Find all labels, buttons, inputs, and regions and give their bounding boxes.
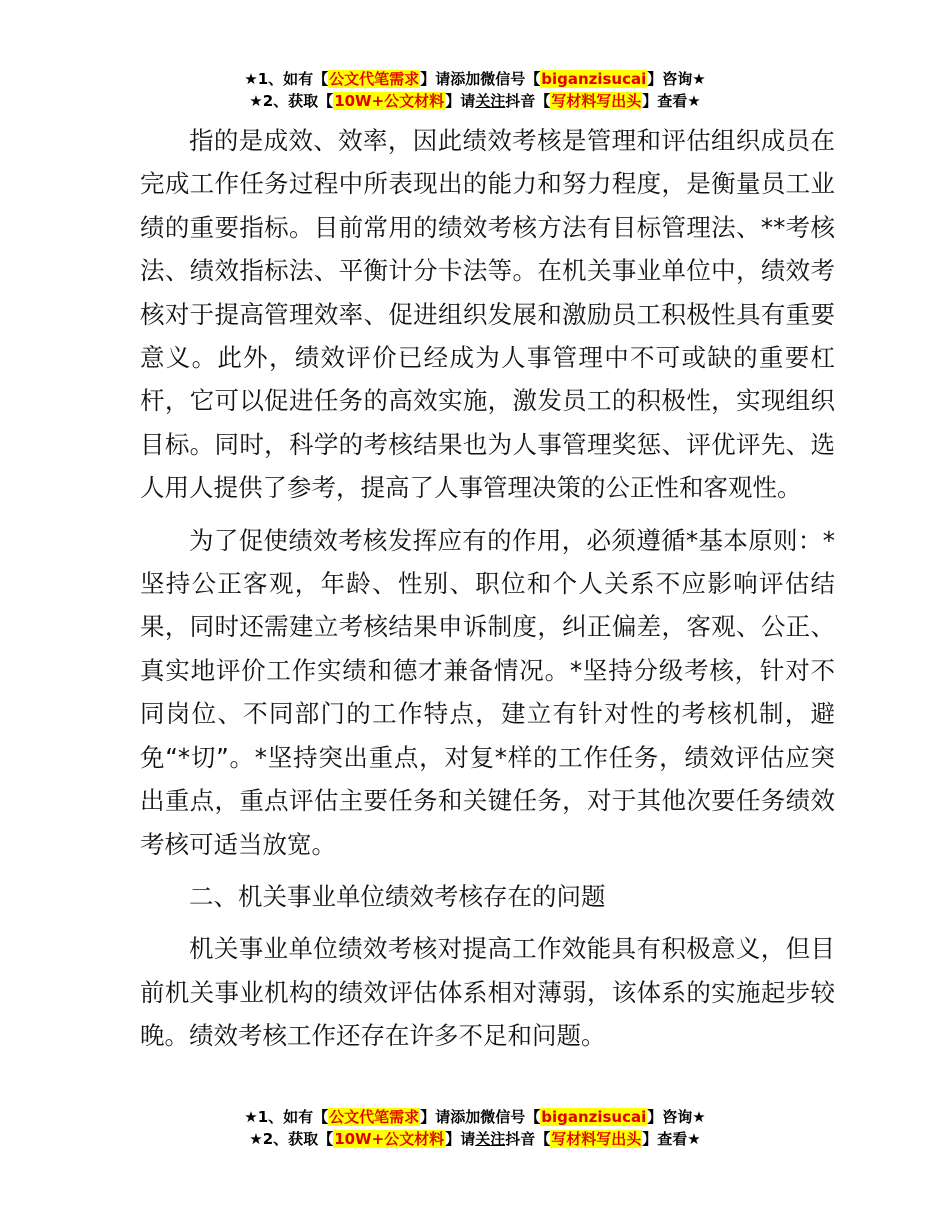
banner-text: 】请 — [445, 1130, 476, 1148]
banner-line-2 — [0, 90, 950, 112]
header-banner — [0, 68, 950, 112]
banner-text: 】请 — [445, 92, 476, 110]
highlight-text: 写材料写出头 — [551, 1130, 642, 1148]
document-body — [140, 119, 835, 1058]
underlined-text: 关注 — [475, 92, 506, 110]
highlight-text: 写材料写出头 — [551, 92, 642, 110]
banner-text: 】查看★ — [642, 1130, 701, 1148]
banner-text: 】查看★ — [642, 92, 701, 110]
section-heading: 二、机关事业单位绩效考核存在的问题 — [189, 881, 606, 911]
banner-text: 】咨询★ — [647, 70, 706, 88]
banner-line-2 — [0, 1128, 950, 1150]
banner-text: 抖音【 — [505, 92, 551, 110]
highlight-text: biganzisucai — [541, 70, 647, 88]
banner-text: ★2、获取【 — [249, 92, 334, 110]
banner-line-1 — [0, 68, 950, 90]
banner-text: ★2、获取【 — [249, 1130, 334, 1148]
highlight-text: 10W+公文材料 — [334, 1130, 445, 1148]
banner-text: 】咨询★ — [647, 1108, 706, 1126]
highlight-text: biganzisucai — [541, 1108, 647, 1126]
highlight-text: 公文代笔需求 — [329, 70, 420, 88]
underlined-text: 关注 — [475, 1130, 506, 1148]
banner-text: 】请添加微信号【 — [420, 1108, 541, 1126]
footer-banner — [0, 1106, 950, 1150]
banner-text: ★1、如有【 — [244, 1108, 329, 1126]
paragraph: 机关事业单位绩效考核对提高工作效能具有积极意义，但目前机关事业机构的绩效评估体系相对薄弱，该体系的实施起步较晚。绩效考核工作还存在许多不足和问题。 — [140, 934, 835, 1051]
paragraph: 为了促使绩效考核发挥应有的作用，必须遵循*基本原则：*坚持公正客观，年龄、性别、职位和个人关系不应影响评估结果，同时还需建立考核结果申诉制度，纠正偏差，客观、公正、真实地评价工作实绩和德才兼备情况。*坚持分级考核，针对不同岗位、不同部门的工作特点，建立有针对性的考核机制，避免“*切”。*坚持突出重点，对复*样的工作任务，绩效评估应突出重点，重点评估主要任务和关键任务，对于其他次要任务绩效考核可适当放宽。 — [140, 525, 835, 859]
highlight-text: 10W+公文材料 — [334, 92, 445, 110]
paragraph: 指的是成效、效率，因此绩效考核是管理和评估组织成员在完成工作任务过程中所表现出的能力和努力程度，是衡量员工业绩的重要指标。目前常用的绩效考核方法有目标管理法、**考核法、绩效指标法、平衡计分卡法等。在机关事业单位中，绩效考核对于提高管理效率、促进组织发展和激励员工积极性具有重要意义。此外，绩效评价已经成为人事管理中不可或缺的重要杠杆，它可以促进任务的高效实施，激发员工的积极性，实现组织目标。同时，科学的考核结果也为人事管理奖惩、评优评先、选人用人提供了参考，提高了人事管理决策的公正性和客观性。 — [140, 126, 835, 503]
banner-text: 抖音【 — [505, 1130, 551, 1148]
banner-line-1 — [0, 1106, 950, 1128]
highlight-text: 公文代笔需求 — [329, 1108, 420, 1126]
banner-text: 】请添加微信号【 — [420, 70, 541, 88]
banner-text: ★1、如有【 — [244, 70, 329, 88]
